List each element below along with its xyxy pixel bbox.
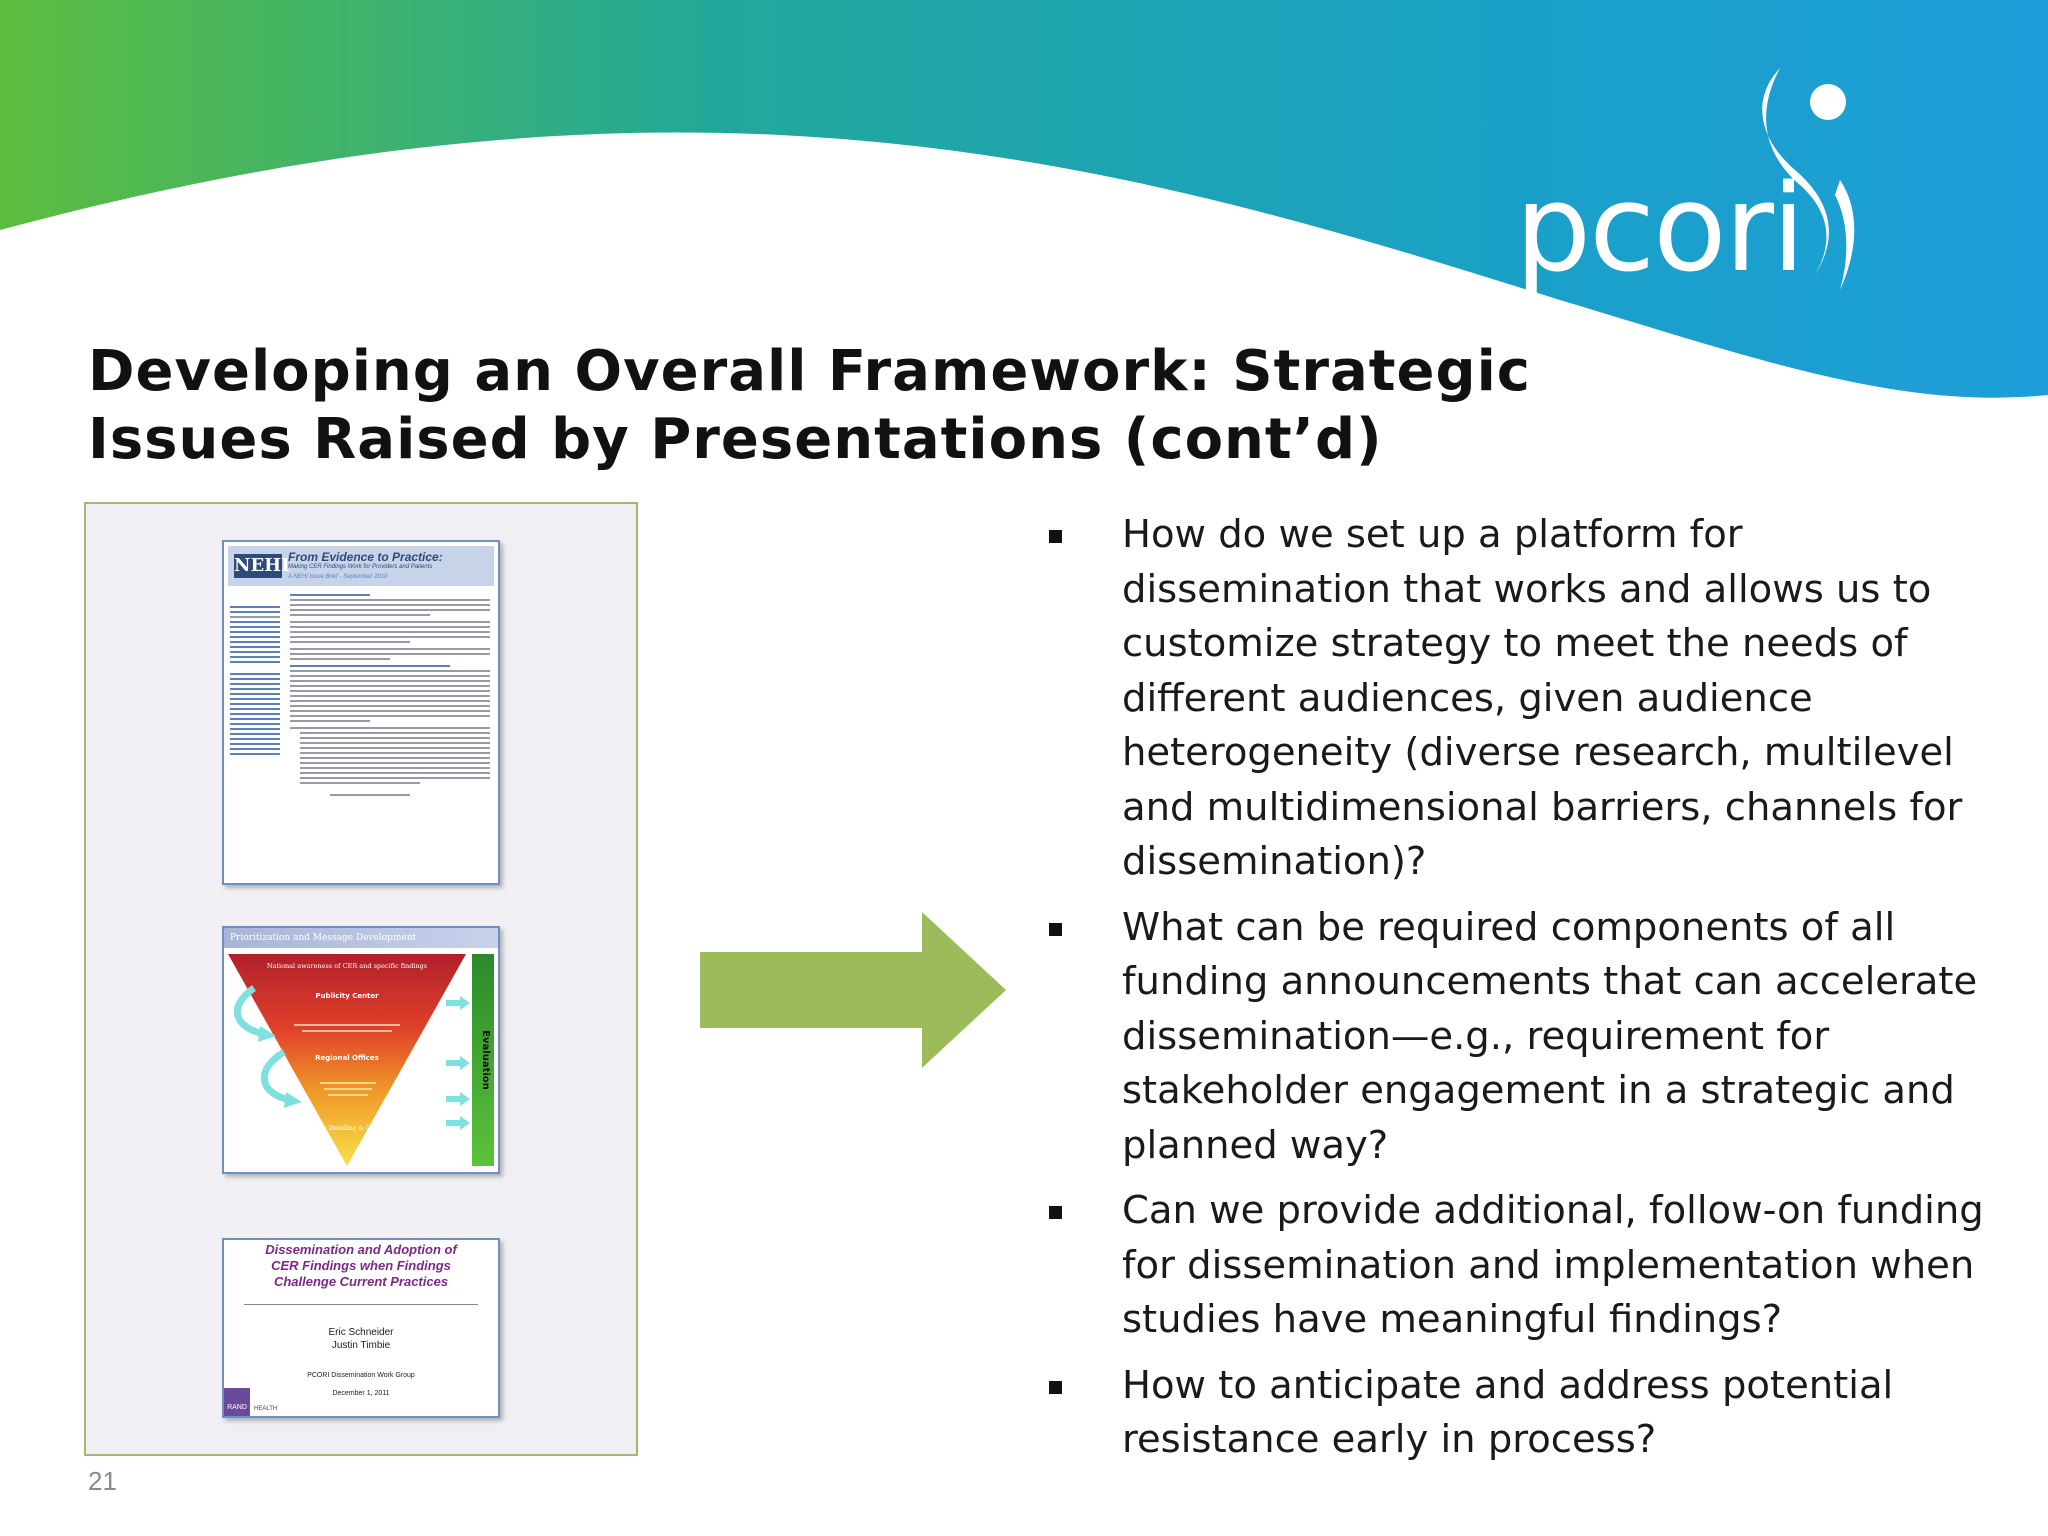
page-number: 21 <box>88 1466 117 1496</box>
cover-group: PCORI Dissemination Work Group <box>307 1372 415 1379</box>
title-line-2: Issues Raised by Presentations (cont’d) <box>88 407 1383 472</box>
bullet-text: How do we set up a platform for dissemination that works and allows us to customize strategy to meet the needs of different audiences, given audience heterogeneity (diverse research, multilevel and multidimensional barriers, channels for dissemination)? <box>1122 512 1963 884</box>
bullet-item <box>1044 901 2004 1174</box>
slide-title <box>88 338 1688 474</box>
square-bullet-icon <box>1049 1381 1062 1394</box>
square-bullet-icon <box>1049 1206 1062 1219</box>
pcori-logo-text: pcori <box>1515 160 1804 299</box>
right-arrow-icon <box>700 912 1006 1068</box>
nehi-logo: NEHI <box>234 555 290 576</box>
diagram-header: Prioritization and Message Development <box>224 928 498 948</box>
rand-health-label: HEALTH <box>254 1406 278 1412</box>
report-subtitle: Making CER Findings Work for Providers and Patients <box>288 564 433 570</box>
bullet-text: How to anticipate and address potential resistance early in process? <box>1122 1362 1894 1462</box>
level-national: National awareness of CER and specific findings <box>266 962 428 970</box>
report-sidebar-text <box>230 606 280 758</box>
bullet-list <box>1044 508 2004 1479</box>
report-thumbnail <box>222 540 500 885</box>
bullet-item <box>1044 508 2004 890</box>
rand-cover-thumbnail <box>222 1238 500 1418</box>
bullet-text: What can be required components of all funding announcements that can accelerate dissemination—e.g., requirement for stakeholder engagement in a strategic and planned way? <box>1122 904 1978 1168</box>
cover-authors: Eric Schneider Justin Timbie <box>328 1327 394 1351</box>
rand-logo: RAND <box>224 1388 250 1416</box>
cover-title: Dissemination and Adoption of CER Findings when Findings Challenge Current Practices <box>265 1242 457 1289</box>
title-line-1: Developing an Overall Framework: Strategic <box>88 339 1531 404</box>
report-body-text <box>290 594 490 796</box>
report-header <box>228 546 494 586</box>
cover-divider <box>244 1304 478 1305</box>
level-academic-detailing: Academic Detailing & Online CE <box>297 1125 397 1132</box>
square-bullet-icon <box>1049 923 1062 936</box>
funnel-diagram-thumbnail <box>222 926 500 1174</box>
report-title: From Evidence to Practice: <box>288 550 443 564</box>
report-issue-line: A NEHI Issue Brief - September 2010 <box>288 574 388 580</box>
square-bullet-icon <box>1049 530 1062 543</box>
level-publicity-center: Publicity Center <box>315 992 379 1000</box>
evaluation-label: Evaluation <box>480 1030 491 1090</box>
funnel-diagram <box>224 948 498 1172</box>
cover-date: December 1, 2011 <box>332 1390 390 1397</box>
bullet-text: Can we provide additional, follow-on funding for dissemination and implementation when studies have meaningful findings? <box>1122 1188 1984 1342</box>
thumbnail-panel <box>84 502 638 1456</box>
level-regional-offices: Regional Offices <box>315 1054 379 1062</box>
bullet-item <box>1044 1359 2004 1468</box>
bullet-item <box>1044 1184 2004 1348</box>
